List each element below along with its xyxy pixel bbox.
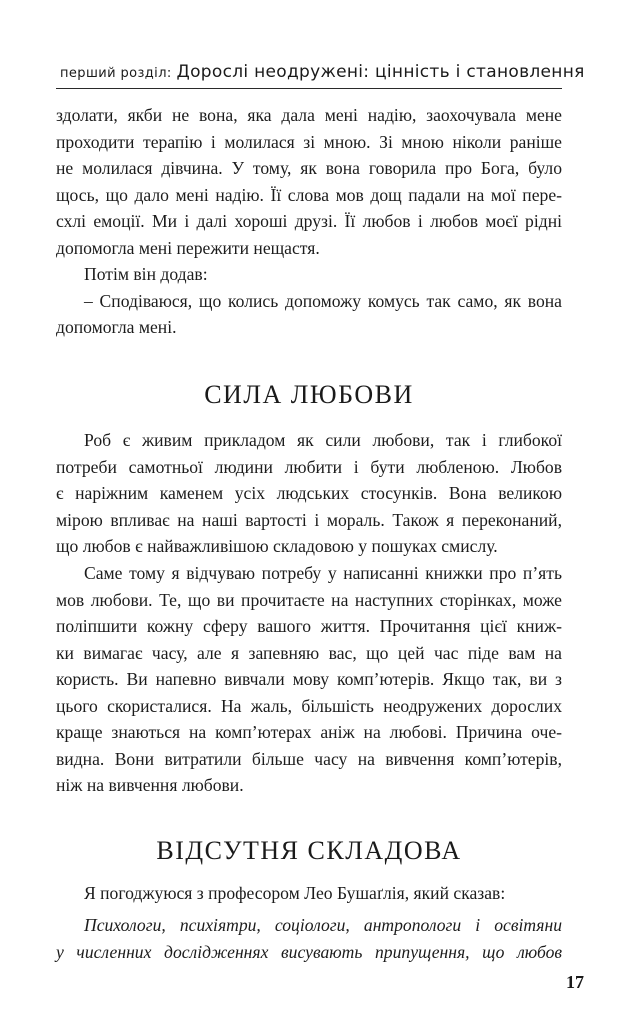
text-line: є наріжним каменем усіх людських стосунків. Вона великою — [56, 483, 562, 503]
paragraph-continuation — [56, 102, 562, 261]
page-number: 17 — [566, 972, 584, 992]
text-line: Я погоджуюся з професором Лео Бушаґлія, який сказав: — [84, 883, 506, 903]
text-line: у численних дослідженнях висувають припущення, що любов — [56, 941, 562, 962]
text-line: що любов є найважливішою складовою у пошуках смислу. — [56, 536, 498, 556]
text-line: краще знаються на комп’ютерах аніж на любові. Причина оче- — [56, 722, 562, 742]
section-heading-power-of-love: СИЛА ЛЮБОВИ — [204, 380, 414, 409]
chapter-label: перший розділ: — [60, 66, 172, 81]
text-line: не молилася дівчина. У тому, як вона говорила про Бога, було — [56, 158, 562, 178]
section-heading-missing-ingredient: ВІДСУТНЯ СКЛАДОВА — [156, 836, 462, 865]
paragraph-buscaglia-intro — [56, 880, 562, 907]
text-line: поліпшити кожну сферу вашого життя. Прочитання цієї книж- — [56, 616, 562, 636]
paragraph-then-he-added — [56, 261, 562, 288]
text-line: Роб є живим прикладом як сили любови, так і глибокої — [84, 430, 562, 450]
text-line: мов любови. Те, що ви прочитаєте на наступних сторінках, може — [56, 589, 562, 610]
text-line: ки вимагає часу, але я запевняю вас, що цей час піде вам на — [56, 642, 562, 663]
text-line: проходити терапію і молилася зі мною. Зі мною ніколи раніше — [56, 131, 562, 152]
paragraph-quote — [56, 288, 562, 341]
text-line: щось, що дало мені надію. Її слова мов дощ падали на мої пере- — [56, 184, 562, 205]
text-line: Потім він додав: — [84, 264, 208, 284]
text-line: користь. Ви напевно вивчали мову комп’ютерів. Якщо так, ви з — [56, 669, 562, 689]
paragraph-rob-example — [56, 427, 562, 560]
text-line: допомогла мені. — [56, 317, 177, 337]
text-line: видна. Вони витратили більше часу на вивчення комп’ютерів, — [56, 748, 562, 769]
running-head — [60, 62, 585, 82]
text-line: цього скористалися. На жаль, більшість неодружених дорослих — [56, 695, 562, 716]
text-line: ніж на вивчення любови. — [56, 775, 244, 795]
header-rule — [56, 88, 562, 89]
text-line: Психологи, психіятри, соціологи, антропологи і освітяни — [84, 915, 562, 935]
text-line: схлі емоції. Ми і далі хороші друзі. Її любов і любов моєї рідні — [56, 211, 562, 231]
paragraph-buscaglia-quote — [56, 912, 562, 965]
text-line: Саме тому я відчуваю потребу у написанні книжки про п’ять — [84, 563, 562, 583]
text-line: – Сподіваюся, що колись допоможу комусь так само, як вона — [84, 290, 562, 311]
text-line: допомогла мені пережити нещастя. — [56, 237, 320, 258]
text-line: мірою впливає на наші вартості і мораль. Також я переконаний, — [56, 509, 562, 530]
text-line: здолати, якби не вона, яка дала мені надію, заохочувала мене — [56, 105, 562, 125]
chapter-title: Дорослі неодружені: цінність і становлення — [176, 62, 585, 82]
paragraph-five-languages — [56, 560, 562, 799]
text-line: потреби самотньої людини любити і бути любленою. Любов — [56, 456, 562, 477]
